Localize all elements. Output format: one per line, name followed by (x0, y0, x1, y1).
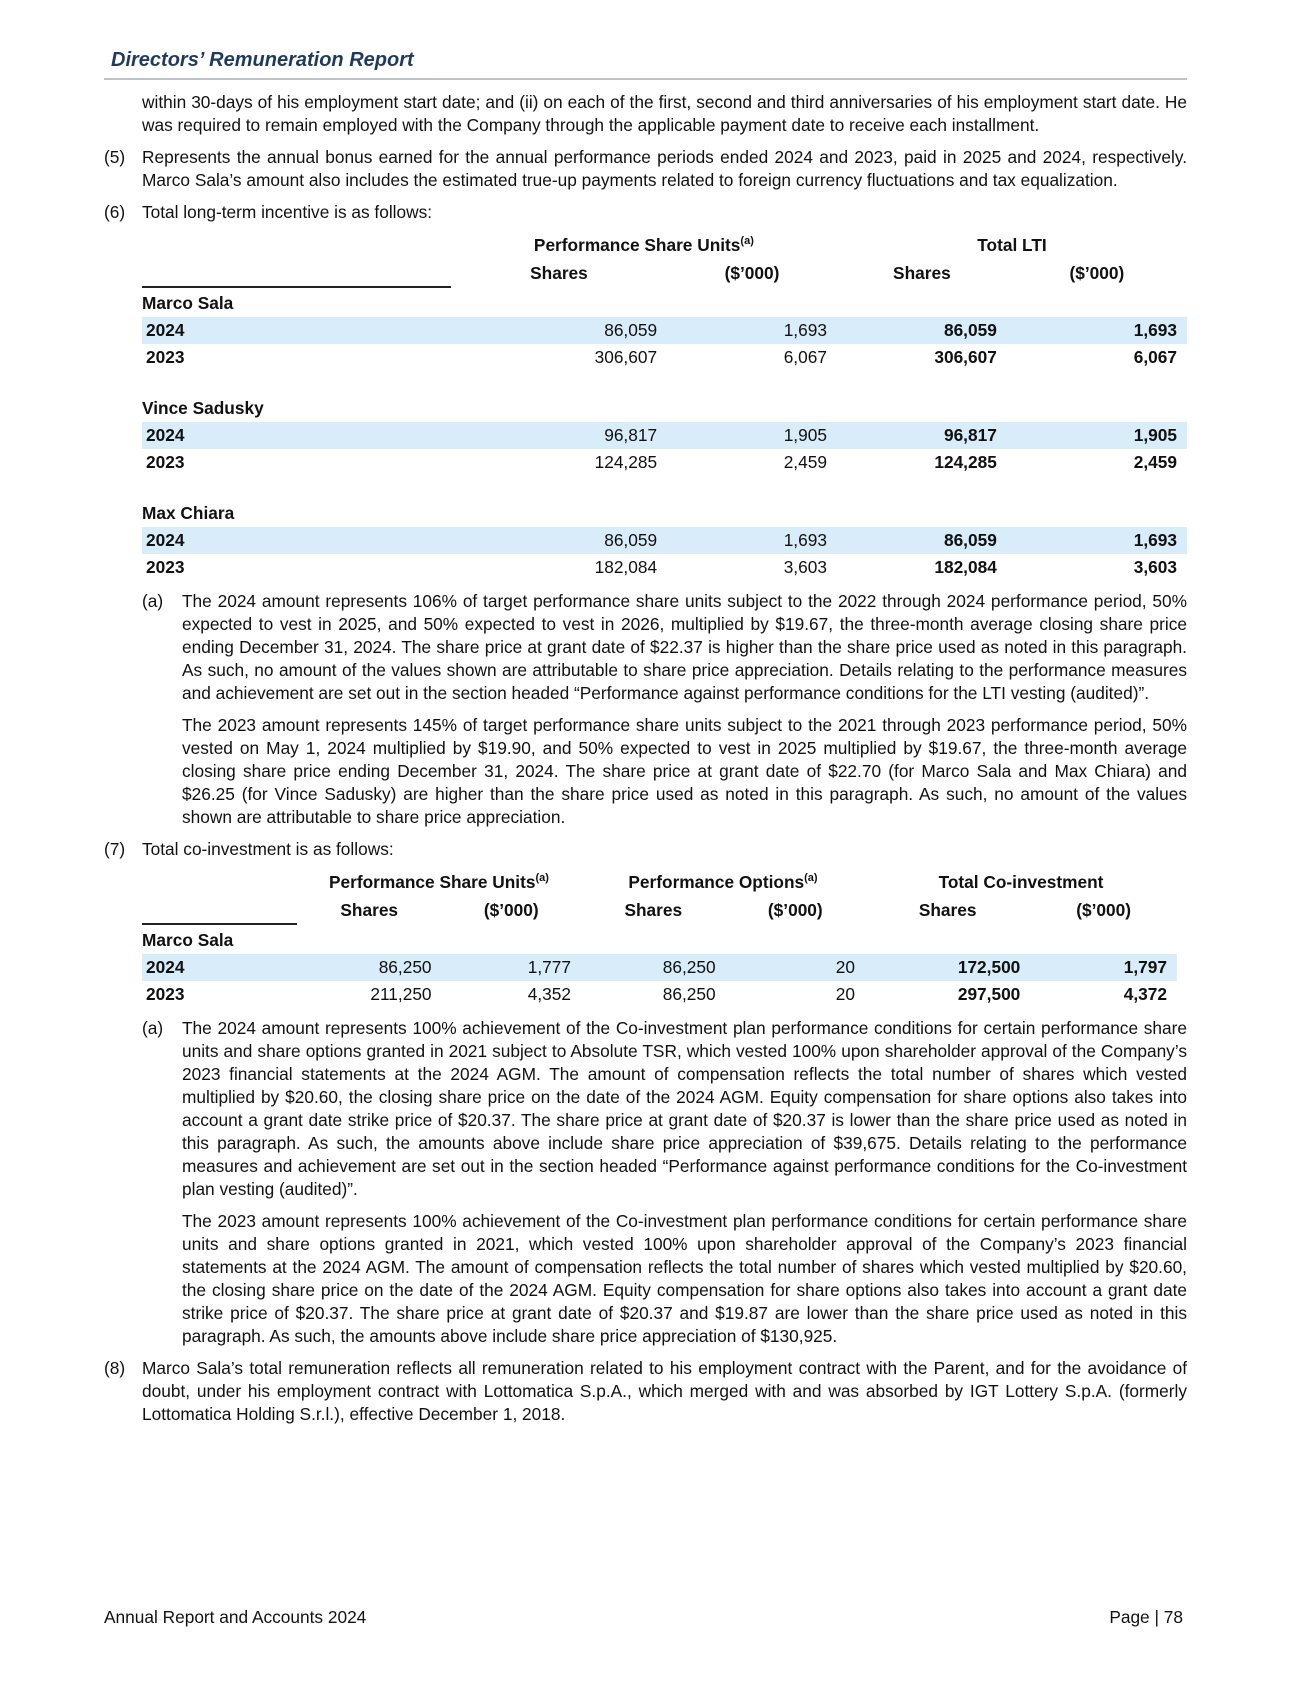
note-number: (5) (104, 147, 126, 167)
person-name: Marco Sala (142, 293, 234, 313)
col-header-shares: Shares (340, 899, 399, 920)
col-header-value: ($’000) (767, 899, 823, 920)
table-row: 2024 86,250 1,777 86,250 20 172,500 1,797 (142, 954, 1177, 981)
col-header-value: ($’000) (724, 262, 780, 283)
note-6 (104, 201, 1187, 224)
note-number: (8) (104, 1358, 126, 1378)
note-5 (104, 146, 1187, 192)
footer-report-title: Annual Report and Accounts 2024 (104, 1607, 367, 1627)
coinv-group-options: Performance Options$^{(a)}$ (628, 872, 818, 892)
table-row: 2023 211,250 4,352 86,250 20 297,500 4,372 (146, 984, 1167, 1004)
col-header-value: ($’000) (1069, 262, 1125, 283)
note-text: The 2024 amount represents 106% of target performance share units subject to the 2022 through 2024 performance period, 50% expected to vest in 2025, and 50% expected to vest in 2026, multiplied by $19.67, the three-month average closing share price ending December 31, 2024. The share price at grant date of $22.37 is higher than the share price used as noted in this paragraph. As such, no amount of the values shown are attributable to share price appreciation. Details relating to the performance measures and achievement are set out in the section headed “Performance against performance conditions for the LTI vesting (audited)”. (182, 591, 1187, 703)
note-text: The 2024 amount represents 100% achievement of the Co-investment plan performance conditions for certain performance share units and share options granted in 2021 subject to Absolute TSR, which vested 100% upon shareholder approval of the Company’s 2023 financial statements at the 2024 AGM. The amount of compensation reflects the total number of shares which vested multiplied by $20.60, the closing share price on the date of the 2024 AGM. Equity compensation for share options also takes into account a grant date strike price of $20.37. The share price at grant date of $20.37 is lower than the share price used as noted in this paragraph. As such, the amounts above include share price appreciation of $39,675. Details relating to the performance measures and achievement are set out in the section headed “Performance against performance conditions for the Co-investment plan vesting (audited)”. (182, 1018, 1187, 1199)
note-text: Marco Sala’s total remuneration reflects all remuneration related to his employment contract with the Parent, and for the avoidance of doubt, under his employment contract with Lottomatica S.p.A., which merged with and was absorbed by IGT Lottery S.p.A. (formerly Lottomatica Holding S.r.l.), effective December 1, 2018. (142, 1358, 1187, 1424)
table-row: 2024 86,059 1,693 86,059 1,693 (142, 317, 1187, 344)
note-number: (a) (142, 591, 164, 611)
table-row: 2023 124,285 2,459 124,285 2,459 (146, 452, 1177, 472)
page-header (104, 46, 1187, 80)
note-text: Total long-term incentive is as follows: (142, 202, 433, 222)
person-name: Marco Sala (142, 930, 234, 950)
table-row: 2024 86,059 1,693 86,059 1,693 (142, 527, 1187, 554)
note-7a-paragraph-2: The 2023 amount represents 100% achievement of the Co-investment plan performance conditions for certain performance share units and share options granted in 2021, which vested 100% upon shareholder approval of the Company’s 2023 financial statements at the 2024 AGM. The amount of compensation reflects the total number of shares which vested multiplied by $20.60, the closing share price on the date of the 2024 AGM. Equity compensation for share options also takes into account a grant date strike price of $20.37. The share price at grant date of $20.37 and $19.87 are lower than the share price used as noted in this paragraph. As such, the amounts above include share price appreciation of $130,925. (182, 1211, 1187, 1346)
col-header-shares: Shares (624, 899, 683, 920)
note-7a (104, 1017, 1187, 1201)
table-row: 2023 182,084 3,603 182,084 3,603 (146, 557, 1177, 577)
coinv-group-total: Total Co-investment (938, 872, 1104, 892)
coinv-group-psu: Performance Share Units$^{(a)}$ (328, 872, 549, 892)
lti-group-psu: Performance Share Units$^{(a)}$ (533, 235, 754, 255)
col-header-shares: Shares (918, 899, 977, 920)
col-header-shares: Shares (893, 262, 951, 283)
note-number: (6) (104, 202, 126, 222)
page-title: Directors’ Remuneration Report (111, 49, 414, 71)
note-7 (104, 838, 1187, 861)
note-number: (a) (142, 1018, 164, 1038)
note-text: Represents the annual bonus earned for the annual performance periods ended 2024 and 2023, paid in 2025 and 2024, respectively. Marco Sala’s amount also includes the estimated true-up payments related to foreign currency fluctuations and tax equalization. (142, 147, 1187, 190)
note-number: (7) (104, 839, 126, 859)
col-header-value: ($’000) (483, 899, 539, 920)
note-8 (104, 1357, 1187, 1426)
coinvestment-table (142, 869, 1177, 1008)
note-6a-paragraph-2: The 2023 amount represents 145% of target performance share units subject to the 2021 through 2023 performance period, 50% vested on May 1, 2024 multiplied by $19.90, and 50% expected to vest in 2025 multiplied by $19.67, the three-month average closing share price ending December 31, 2024. The share price at grant date of $22.70 (for Marco Sala and Max Chiara) and $26.25 (for Vince Sadusky) are higher than the share price used as noted in this paragraph. As such, no amount of the values shown are attributable to share price appreciation. (182, 715, 1187, 827)
person-name: Vince Sadusky (142, 398, 264, 418)
lti-group-total: Total LTI (977, 235, 1047, 255)
col-header-shares: Shares (530, 262, 588, 283)
note-text: Total co-investment is as follows: (142, 839, 394, 859)
intro-continuation: within 30-days of his employment start date; and (ii) on each of the first, second and third anniversaries of his employment start date. He was required to remain employed with the Company through the applicable payment date to receive each installment. (142, 92, 1187, 135)
footer-page-number: Page | 78 (1109, 1607, 1183, 1627)
lti-table (142, 232, 1187, 581)
person-name: Max Chiara (142, 503, 235, 523)
table-row: 2023 306,607 6,067 306,607 6,067 (146, 347, 1177, 367)
note-6a (104, 590, 1187, 705)
col-header-value: ($’000) (1076, 899, 1132, 920)
table-row: 2024 96,817 1,905 96,817 1,905 (142, 422, 1187, 449)
report-body (104, 91, 1187, 1426)
